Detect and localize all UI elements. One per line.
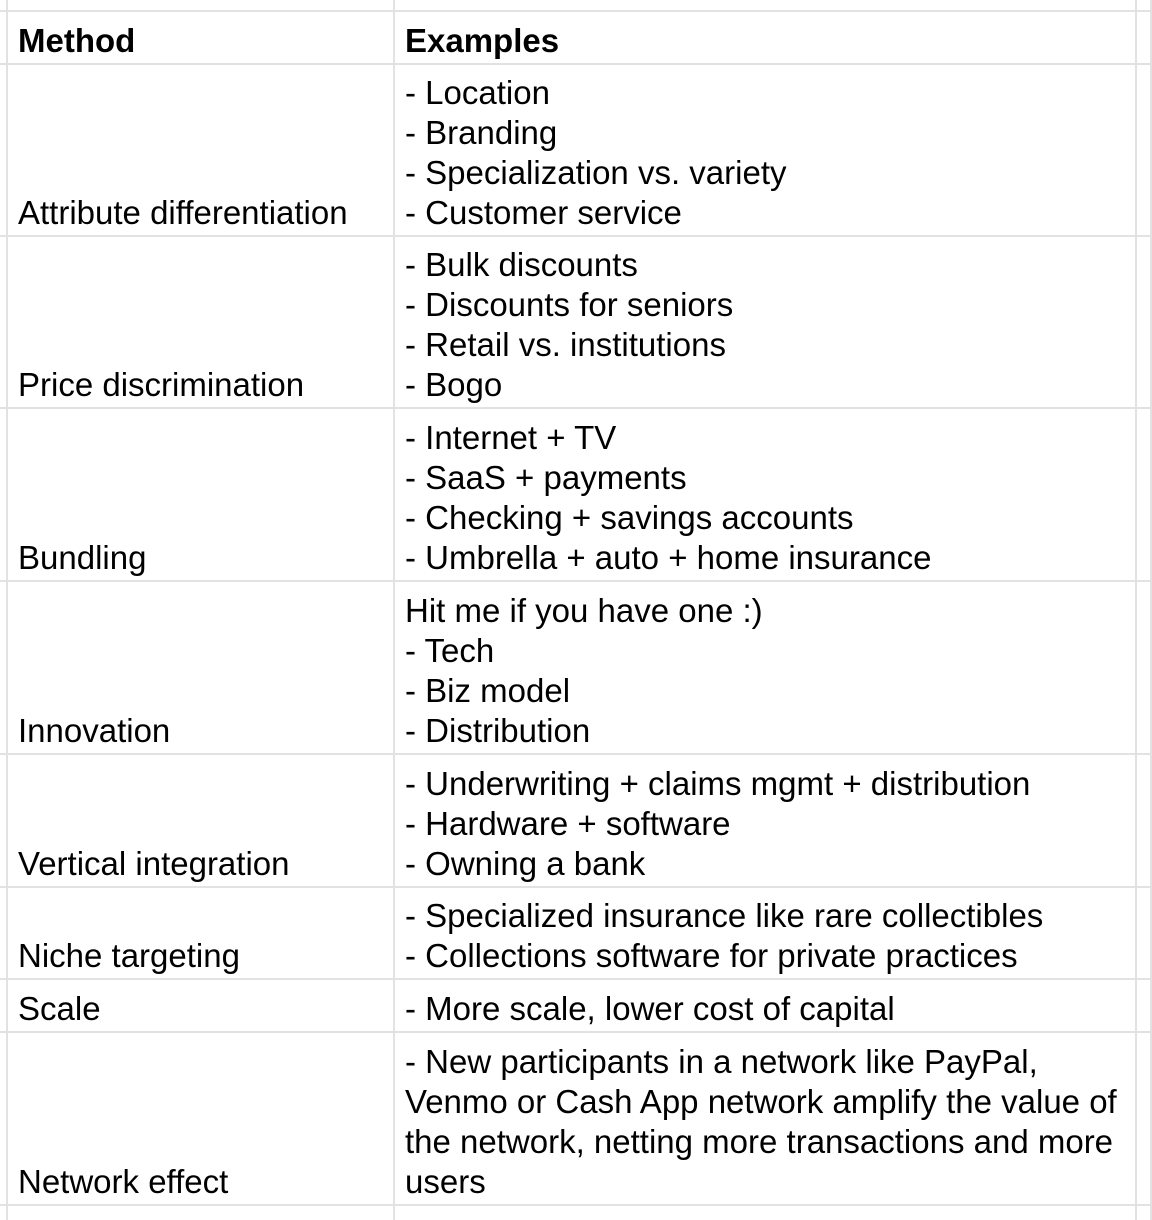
- adjacent-cell-sliver[interactable]: [0, 1206, 8, 1220]
- table-row-partial-bottom: [0, 1206, 1152, 1220]
- table-row: [0, 888, 1152, 980]
- adjacent-cell-sliver[interactable]: [0, 1033, 8, 1206]
- table-header-row: [0, 12, 1152, 65]
- method-cell[interactable]: Innovation: [8, 582, 395, 755]
- example-line: - Biz model: [405, 672, 571, 709]
- table-row: [0, 755, 1152, 888]
- example-line: - Retail vs. institutions: [405, 326, 726, 363]
- empty-cell[interactable]: [8, 0, 395, 12]
- example-line: - Internet + TV: [405, 419, 617, 456]
- table-row: [0, 65, 1152, 237]
- method-cell[interactable]: Vertical integration: [8, 755, 395, 888]
- examples-cell[interactable]: [395, 755, 1137, 888]
- empty-cell[interactable]: [395, 1206, 1137, 1220]
- example-line: - Location: [405, 74, 550, 111]
- example-line: - Tech: [405, 632, 495, 669]
- adjacent-cell-sliver[interactable]: [0, 888, 8, 980]
- example-line: - Branding: [405, 114, 558, 151]
- table-row: [0, 237, 1152, 409]
- method-cell[interactable]: Bundling: [8, 409, 395, 582]
- example-line: - Hardware + software: [405, 805, 731, 842]
- example-line: - Distribution: [405, 712, 591, 749]
- adjacent-cell-sliver[interactable]: [1137, 0, 1152, 12]
- adjacent-cell-sliver[interactable]: [1137, 755, 1152, 888]
- example-line: - Umbrella + auto + home insurance: [405, 539, 932, 576]
- table-row-partial-top: [0, 0, 1152, 12]
- example-line: - More scale, lower cost of capital: [405, 990, 895, 1027]
- examples-cell[interactable]: [395, 409, 1137, 582]
- empty-cell[interactable]: [8, 1206, 395, 1220]
- adjacent-cell-sliver[interactable]: [1137, 980, 1152, 1033]
- example-line: - Owning a bank: [405, 845, 646, 882]
- example-line: - Bulk discounts: [405, 246, 638, 283]
- empty-cell[interactable]: [395, 0, 1137, 12]
- examples-cell[interactable]: [395, 888, 1137, 980]
- table-row: [0, 980, 1152, 1033]
- method-cell[interactable]: Niche targeting: [8, 888, 395, 980]
- adjacent-cell-sliver[interactable]: [1137, 1206, 1152, 1220]
- examples-cell[interactable]: [395, 237, 1137, 409]
- example-line: - Bogo: [405, 366, 503, 403]
- adjacent-cell-sliver[interactable]: [0, 980, 8, 1033]
- adjacent-cell-sliver[interactable]: [1137, 888, 1152, 980]
- adjacent-cell-sliver[interactable]: [1137, 65, 1152, 237]
- table-row: [0, 1033, 1152, 1206]
- method-cell[interactable]: Network effect: [8, 1033, 395, 1206]
- example-line: - Checking + savings accounts: [405, 499, 854, 536]
- example-line: - SaaS + payments: [405, 459, 687, 496]
- examples-cell[interactable]: [395, 65, 1137, 237]
- method-cell[interactable]: Price discrimination: [8, 237, 395, 409]
- adjacent-cell-sliver[interactable]: [0, 755, 8, 888]
- column-header-method[interactable]: Method: [8, 12, 395, 65]
- table-row: [0, 582, 1152, 755]
- example-line: - Customer service: [405, 194, 682, 231]
- example-line: - Discounts for seniors: [405, 286, 734, 323]
- column-header-examples[interactable]: Examples: [395, 12, 1137, 65]
- example-line: - Collections software for private practices: [405, 937, 1018, 974]
- adjacent-cell-sliver[interactable]: [1137, 12, 1152, 65]
- examples-cell[interactable]: [395, 1033, 1137, 1206]
- adjacent-cell-sliver[interactable]: [0, 582, 8, 755]
- example-line: - Underwriting + claims mgmt + distribution: [405, 765, 1031, 802]
- adjacent-cell-sliver[interactable]: [1137, 409, 1152, 582]
- adjacent-cell-sliver[interactable]: [0, 237, 8, 409]
- example-line: - Specialization vs. variety: [405, 154, 787, 191]
- examples-text: - New participants in a network like PayPal, Venmo or Cash App network amplify the value of the network, netting more transactions and more users: [405, 1043, 1117, 1200]
- examples-cell[interactable]: [395, 582, 1137, 755]
- adjacent-cell-sliver[interactable]: [1137, 582, 1152, 755]
- table-row: [0, 409, 1152, 582]
- adjacent-cell-sliver[interactable]: [0, 409, 8, 582]
- example-line: Hit me if you have one :): [405, 592, 763, 629]
- method-cell[interactable]: Attribute differentiation: [8, 65, 395, 237]
- adjacent-cell-sliver[interactable]: [1137, 237, 1152, 409]
- adjacent-cell-sliver[interactable]: [0, 65, 8, 237]
- example-line: - Specialized insurance like rare collectibles: [405, 897, 1044, 934]
- adjacent-cell-sliver[interactable]: [0, 0, 8, 12]
- examples-cell[interactable]: [395, 980, 1137, 1033]
- adjacent-cell-sliver[interactable]: [0, 12, 8, 65]
- adjacent-cell-sliver[interactable]: [1137, 1033, 1152, 1206]
- method-cell[interactable]: Scale: [8, 980, 395, 1033]
